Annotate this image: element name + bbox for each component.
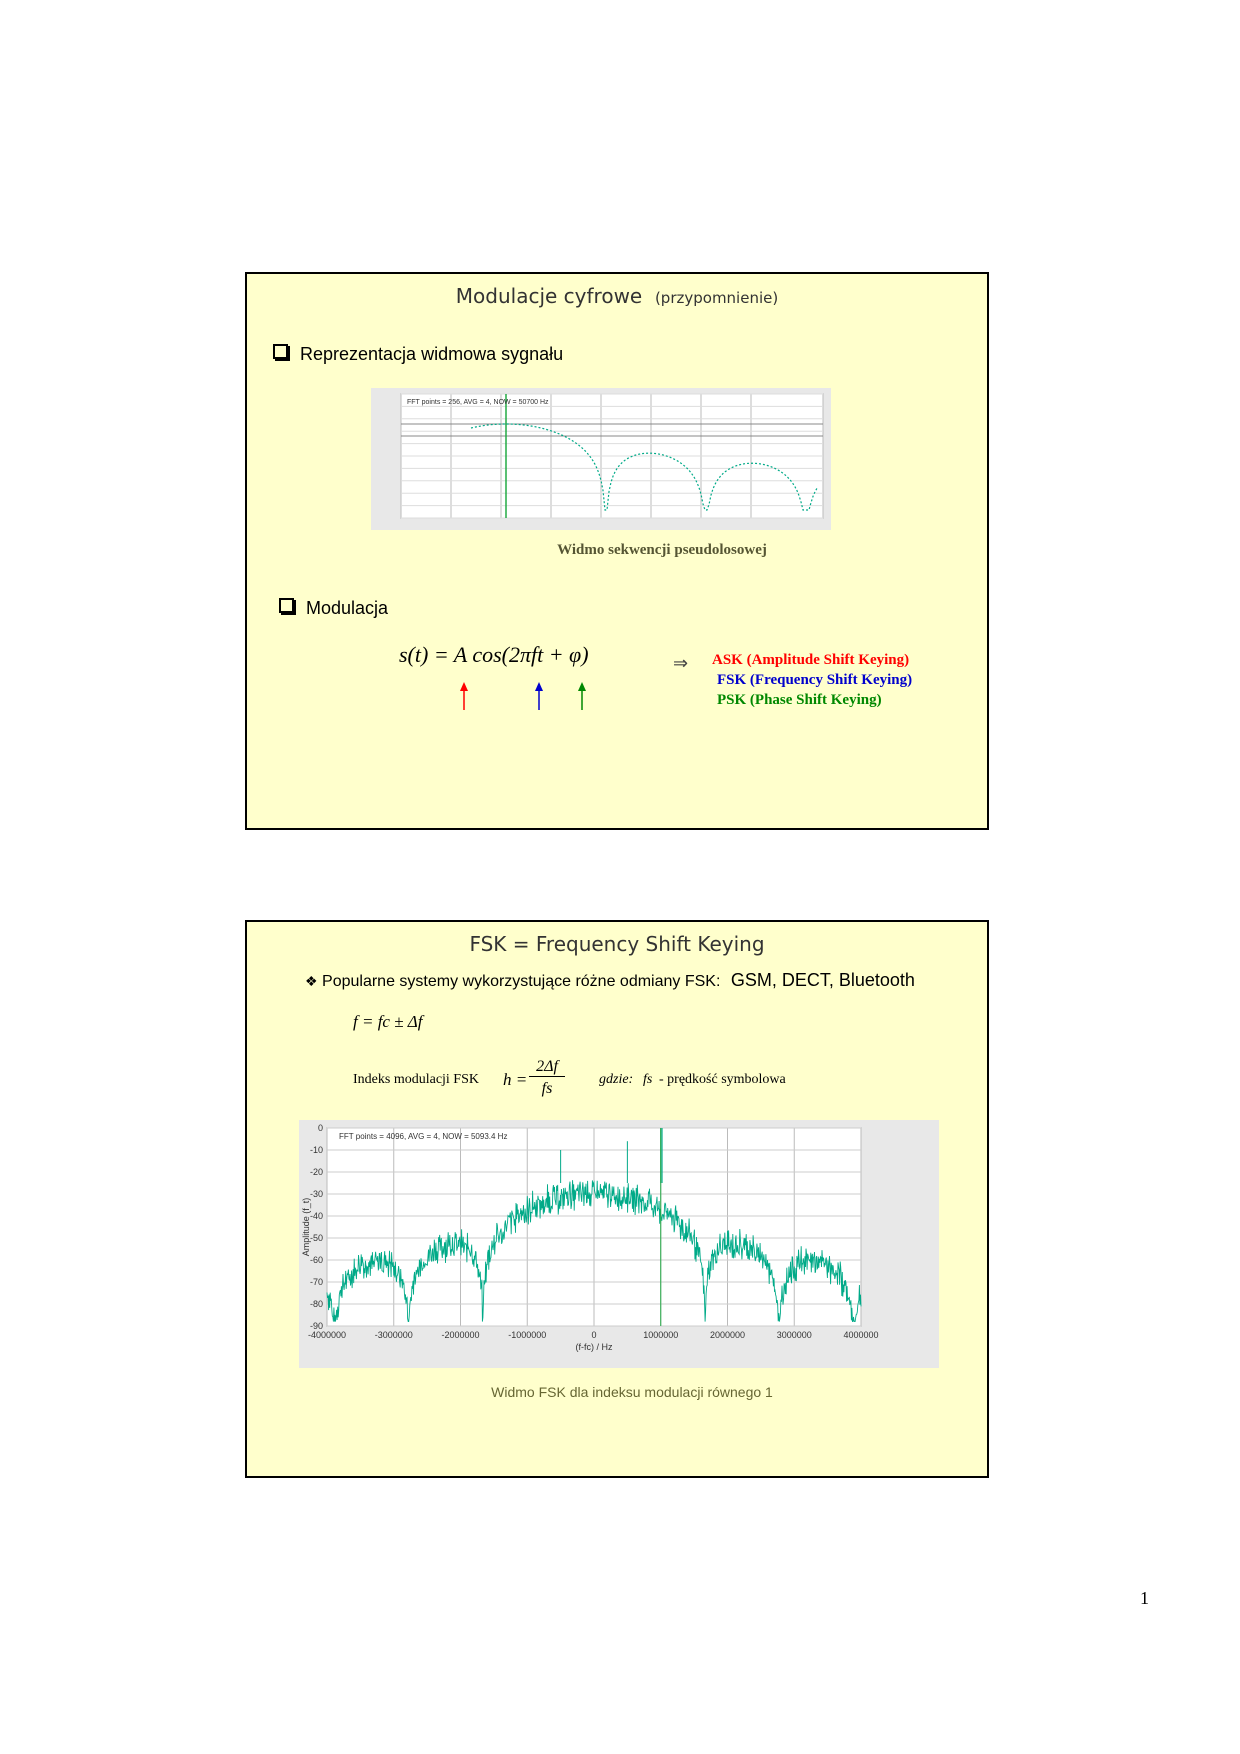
checkbox-bullet-icon (273, 344, 288, 359)
y-tick-label: -80 (309, 1299, 323, 1309)
chart-1-svg (371, 388, 831, 530)
carrier-formula: s(t) = A cos(2πft + φ) (399, 642, 589, 667)
checkbox-bullet-icon (279, 598, 294, 613)
slide-1-subtitle: (przypomnienie) (654, 289, 779, 307)
modulation-index-label: Indeks modulacji FSK (353, 1072, 479, 1087)
slide-1 (245, 272, 989, 830)
h-formula-numerator: 2Δf (529, 1058, 565, 1077)
y-tick-label: -40 (309, 1211, 323, 1221)
x-tick-label: -3000000 (374, 1330, 413, 1340)
y-axis-label: Amplitude (f_t) (301, 1197, 311, 1257)
x-tick-label: 3000000 (776, 1330, 812, 1340)
y-tick-label: -50 (309, 1233, 323, 1243)
x-tick-label: 2000000 (709, 1330, 746, 1340)
implies-arrow: ⇒ (673, 653, 689, 673)
y-tick-label: 0 (317, 1123, 323, 1133)
amplitude-arrow-icon (460, 682, 468, 710)
symbol-rate-symbol: fs (643, 1072, 653, 1087)
symbol-rate-text: - prędkość symbolowa (659, 1072, 786, 1087)
bullet-spectral-representation (273, 344, 563, 365)
x-tick-label: 1000000 (643, 1330, 679, 1340)
slide-1-title-text: Modulacje cyfrowe (455, 284, 643, 308)
x-tick-label: 4000000 (843, 1330, 879, 1340)
where-label: gdzie: (599, 1072, 634, 1087)
systems-list: GSM, DECT, Bluetooth (730, 970, 915, 990)
y-tick-label: -20 (309, 1167, 323, 1177)
x-tick-label: -4000000 (307, 1330, 347, 1340)
x-tick-label: 0 (591, 1330, 597, 1340)
frequency-arrow-icon (535, 682, 543, 710)
y-tick-label: -10 (309, 1145, 323, 1155)
y-tick-label: -70 (309, 1277, 323, 1287)
phase-arrow-icon (578, 682, 586, 710)
fsk-spectrum-chart (299, 1120, 939, 1368)
chart-1-header: FFT points = 256, AVG = 4, NOW = 50700 Hz (407, 399, 549, 406)
bullet-popular-systems (305, 970, 915, 991)
psk-label: PSK (Phase Shift Keying) (717, 692, 882, 708)
diamond-bullet-icon: ❖ (305, 973, 318, 989)
slide-2 (245, 920, 989, 1478)
frequency-formula: f = fc ± Δf (353, 1012, 423, 1031)
x-tick-label: -1000000 (508, 1330, 547, 1340)
bullet-modulation (279, 598, 388, 619)
chart-2-svg (299, 1120, 939, 1368)
bullet-label: Reprezentacja widmowa sygnału (300, 344, 564, 364)
y-tick-label: -30 (309, 1189, 323, 1199)
y-tick-label: -60 (309, 1255, 323, 1265)
bullet-label: Modulacja (306, 598, 389, 618)
chart-2-caption: Widmo FSK dla indeksu modulacji równego 1 (491, 1384, 773, 1400)
pseudorandom-spectrum-chart (371, 388, 831, 530)
slide-2-title: FSK = Frequency Shift Keying (469, 932, 765, 956)
slide-1-title (247, 284, 987, 308)
h-formula-lhs: h = (503, 1070, 528, 1089)
x-tick-label: -2000000 (441, 1330, 480, 1340)
chart-1-caption: Widmo sekwencji pseudolosowej (557, 542, 767, 558)
x-axis-label: (f-fc) / Hz (575, 1342, 613, 1352)
page-number: 1 (1140, 1588, 1149, 1608)
h-formula-denominator: fs (541, 1080, 553, 1097)
ask-label: ASK (Amplitude Shift Keying) (712, 652, 910, 668)
fsk-label: FSK (Frequency Shift Keying) (717, 672, 913, 688)
y-tick-label: -90 (309, 1321, 323, 1331)
bullet-label: Popularne systemy wykorzystujące różne odmiany FSK: (322, 973, 721, 990)
parameter-arrows (247, 674, 607, 714)
chart-2-header: FFT points = 4096, AVG = 4, NOW = 5093.4 Hz (339, 1132, 508, 1141)
